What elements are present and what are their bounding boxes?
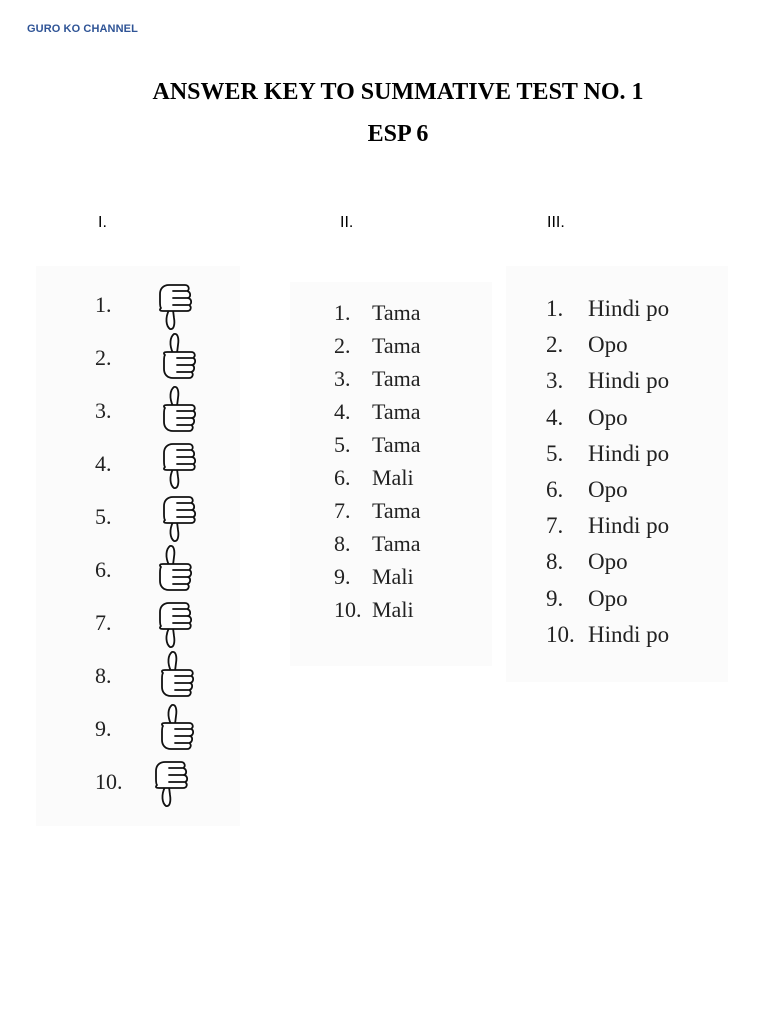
section-2-label: II. bbox=[340, 214, 354, 231]
item-number: 7. bbox=[334, 498, 351, 523]
item-answer: Tama bbox=[372, 498, 421, 523]
item-answer: Hindi po bbox=[588, 296, 670, 321]
section-3-answers bbox=[546, 296, 669, 658]
list-item bbox=[95, 716, 145, 769]
item-number: 10. bbox=[546, 621, 575, 647]
item-number: 5. bbox=[546, 440, 564, 466]
item-answer: Tama bbox=[372, 366, 421, 391]
list-item bbox=[334, 300, 421, 333]
item-number: 4. bbox=[546, 404, 564, 430]
list-item bbox=[546, 622, 669, 658]
item-number: 7. bbox=[546, 513, 564, 539]
list-item bbox=[546, 549, 669, 585]
item-answer: Tama bbox=[372, 300, 421, 325]
list-item bbox=[95, 504, 145, 557]
thumbs-down-icon bbox=[155, 437, 203, 491]
item-answer: Tama bbox=[372, 399, 421, 424]
list-item bbox=[546, 477, 669, 513]
item-number: 5. bbox=[95, 504, 112, 529]
list-item bbox=[95, 451, 145, 504]
section-1-label: I. bbox=[98, 214, 107, 231]
item-number: 2. bbox=[334, 333, 351, 358]
channel-name: GURO KO CHANNEL bbox=[27, 23, 138, 35]
item-number: 3. bbox=[546, 368, 564, 394]
item-number: 4. bbox=[334, 399, 351, 424]
list-item bbox=[95, 345, 145, 398]
thumbs-down-icon bbox=[147, 755, 195, 809]
item-number: 6. bbox=[95, 557, 112, 582]
item-number: 3. bbox=[95, 398, 112, 423]
page-title: ANSWER KEY TO SUMMATIVE TEST NO. 1 bbox=[152, 79, 644, 105]
item-answer: Hindi po bbox=[588, 621, 670, 647]
list-item bbox=[546, 513, 669, 549]
item-number: 2. bbox=[95, 345, 112, 370]
item-answer: Opo bbox=[588, 404, 628, 430]
item-number: 1. bbox=[334, 300, 351, 325]
item-answer: Mali bbox=[372, 465, 414, 490]
thumbs-up-icon bbox=[153, 649, 201, 703]
item-number: 6. bbox=[334, 465, 351, 490]
thumbs-up-icon bbox=[151, 543, 199, 597]
item-answer: Opo bbox=[588, 549, 628, 575]
item-answer: Hindi po bbox=[588, 513, 670, 539]
item-number: 8. bbox=[334, 531, 351, 556]
item-answer: Tama bbox=[372, 531, 421, 556]
list-item bbox=[95, 769, 145, 822]
list-item bbox=[546, 332, 669, 368]
section-3-label: III. bbox=[547, 214, 565, 231]
item-number: 5. bbox=[334, 432, 351, 457]
list-item bbox=[546, 441, 669, 477]
list-item bbox=[334, 399, 421, 432]
list-item bbox=[334, 597, 421, 630]
list-item bbox=[334, 465, 421, 498]
thumbs-up-icon bbox=[155, 384, 203, 438]
page-subtitle: ESP 6 bbox=[367, 121, 429, 147]
list-item bbox=[95, 610, 145, 663]
thumbs-down-icon bbox=[151, 596, 199, 650]
thumbs-down-icon bbox=[151, 278, 199, 332]
item-number: 4. bbox=[95, 451, 112, 476]
item-answer: Hindi po bbox=[588, 440, 670, 466]
thumbs-down-icon bbox=[155, 490, 203, 544]
item-answer: Mali bbox=[372, 564, 414, 589]
list-item bbox=[546, 296, 669, 332]
list-item bbox=[334, 531, 421, 564]
section-1-answers bbox=[95, 292, 145, 822]
list-item bbox=[546, 586, 669, 622]
list-item bbox=[95, 557, 145, 610]
item-number: 1. bbox=[546, 296, 564, 321]
list-item bbox=[546, 368, 669, 404]
item-answer: Opo bbox=[588, 585, 628, 611]
item-number: 8. bbox=[546, 549, 564, 575]
item-answer: Tama bbox=[372, 333, 421, 358]
list-item bbox=[95, 292, 145, 345]
item-number: 2. bbox=[546, 332, 564, 358]
item-answer: Opo bbox=[588, 476, 628, 502]
section-2-answers bbox=[334, 300, 421, 630]
list-item bbox=[95, 398, 145, 451]
item-number: 9. bbox=[334, 564, 351, 589]
item-number: 9. bbox=[95, 716, 112, 741]
item-number: 10. bbox=[334, 597, 362, 622]
item-number: 1. bbox=[95, 292, 112, 317]
list-item bbox=[334, 432, 421, 465]
list-item bbox=[95, 663, 145, 716]
item-answer: Mali bbox=[372, 597, 414, 622]
list-item bbox=[334, 366, 421, 399]
item-answer: Opo bbox=[588, 332, 628, 358]
item-number: 10. bbox=[95, 769, 123, 794]
list-item bbox=[546, 405, 669, 441]
item-answer: Tama bbox=[372, 432, 421, 457]
thumbs-up-icon bbox=[153, 702, 201, 756]
list-item bbox=[334, 333, 421, 366]
item-number: 9. bbox=[546, 585, 564, 611]
thumbs-up-icon bbox=[155, 331, 203, 385]
item-number: 8. bbox=[95, 663, 112, 688]
item-answer: Hindi po bbox=[588, 368, 670, 394]
list-item bbox=[334, 498, 421, 531]
item-number: 6. bbox=[546, 476, 564, 502]
list-item bbox=[334, 564, 421, 597]
item-number: 3. bbox=[334, 366, 351, 391]
item-number: 7. bbox=[95, 610, 112, 635]
